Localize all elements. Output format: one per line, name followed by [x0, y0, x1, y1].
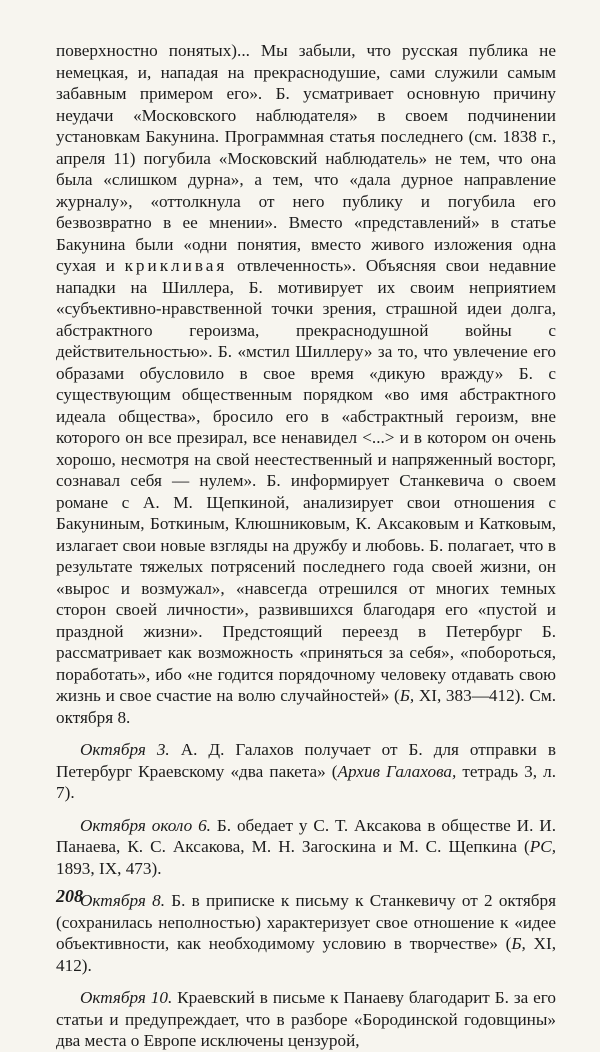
source-reference: РС,	[529, 837, 556, 856]
entry-text: XI, 412).	[56, 934, 556, 975]
entry-text: Б. обедает у С. Т. Аксакова в обществе И. И. Панаева, К. С. Аксакова, М. Н. Загоскина и М. С. Щепкина (	[56, 815, 556, 856]
entry-text: А. Д. Галахов получает от Б. для отправки в Петербург Краевскому «два пакета» (	[56, 740, 556, 781]
source-reference: Архив Галахова,	[337, 761, 457, 781]
page-number: 208	[56, 886, 83, 906]
continuation-paragraph	[56, 40, 556, 728]
spaced-word: крикливая	[124, 256, 228, 275]
entry-date: Октября около 6.	[80, 815, 211, 835]
source-reference: Б,	[511, 934, 526, 953]
paragraph-text: поверхностно понятых)... Мы забыли, что русская публика не немецкая, и, нападая на прекраснодушие, сами служили самым забавным примером его». Б. усматривает основную причину неудачи «Московского наблюдателя» в своем подчинении установкам Бакунина. Программная статья последнего (см. 1838 г., апреля 11) погубила «Московский наблюдатель» не тем, что она была «слишком дурна», а тем, что «дала дурное направление журналу», «оттолкнула от него публику и погубила его безвозвратно в ее мнении». Вместо «представлений» в статье Бакунина были «одни понятия, вместо живого изложения одна сухая и	[56, 41, 556, 275]
entry-text: Б. в приписке к письму к Станкевичу от 2 октября (сохранилась неполностью) характеризует свое отношение к «идее объективности, как необходимому условию в творчестве» (	[56, 891, 556, 953]
page-body	[56, 40, 556, 1052]
chronicle-entry	[56, 890, 556, 976]
paragraph-text: отвлеченность». Объясняя свои недавние нападки на Шиллера, Б. мотивирует их своим неприятием «субъективно-нравственной точки зрения, страшной идеи долга, абстрактного героизма, прекраснодушной войны с действительностью». Б. «мстил Шиллеру» за то, что увлечение его образами обусловило в свое время «дикую вражду» Б. с существующим общественным порядком «во имя абстрактного идеала общества», бросило его в «абстрактный героизм, вне которого он все презирал, все ненавидел <...> и в котором он очень хорошо, несмотря на свой неестественный и напряженный восторг, сознавал себя — нулем». Б. информирует Станкевича о своем романе с А. М. Щепкиной, анализирует свои отношения с Бакуниным, Боткиным, Клюшниковым, К. Аксаковым и Катковым, излагает свои новые взгляды на дружбу и любовь. Б. полагает, что в результате тяжелых потрясений последнего года своей жизни, он «вырос и возмужал», «навсегда отрешился от многих темных сторон своей личности», развившихся благодаря его «пустой и праздной жизни». Предстоящий переезд в Петербург Б. рассматривает как возможность «приняться за себя», «побороться, поработать», ибо «не годится порядочному человеку отдавать свою жизнь и свое счастие на волю случайностей» (	[56, 256, 556, 705]
entry-text: Краевский в письме к Панаеву благодарит Б. за его статьи и предупреждает, что в разборе «Бородинской годовщины» два места о Европе исключены цензурой,	[56, 988, 556, 1050]
entry-date: Октября 3.	[80, 740, 170, 759]
entry-text: тетрадь 3, л. 7).	[56, 761, 556, 802]
source-reference: Б,	[399, 686, 415, 705]
entry-date: Октября 10.	[80, 988, 173, 1007]
chronicle-entry	[56, 815, 556, 880]
chronicle-entry	[56, 987, 556, 1052]
entry-date: Октября 8.	[80, 891, 165, 910]
paragraph-text: XI, 383—412). См. октября 8.	[56, 686, 557, 727]
entry-text: 1893, IX, 473).	[56, 858, 162, 878]
chronicle-entry	[56, 739, 556, 804]
